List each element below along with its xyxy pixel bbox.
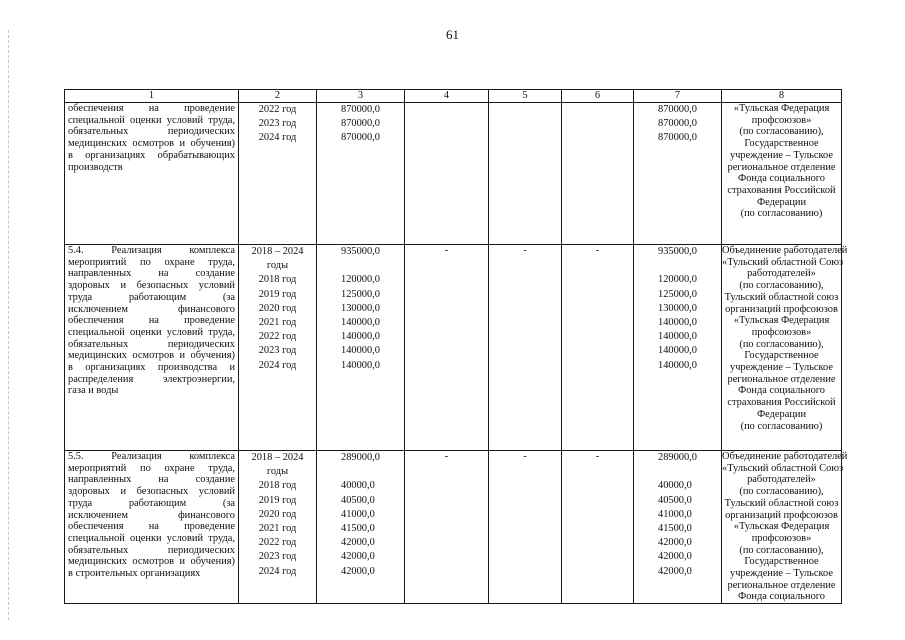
executor-line: региональное отделение [727, 579, 836, 591]
executor-line: региональное отделение [727, 161, 836, 173]
page-number: 61 [446, 27, 459, 42]
description-line: в строительных организациях [68, 568, 201, 580]
period-total-label: 2018 – 2024 [251, 452, 304, 463]
description-line: исключением финансового [68, 303, 235, 315]
year-label: 2023 год [258, 551, 297, 563]
funding-value: 125000,0 [658, 288, 697, 300]
funding-value: 120000,0 [341, 274, 380, 286]
table-row [65, 245, 842, 451]
description-line: мероприятий по охране труда, [68, 256, 235, 268]
funding-value: 40500,0 [658, 494, 692, 506]
funding-value: 130000,0 [658, 302, 697, 314]
funding-source-cell [562, 103, 634, 245]
spacer [636, 465, 719, 479]
funding-value: 140000,0 [658, 359, 697, 371]
executor-line: Федерации [756, 196, 807, 208]
empty-value-dash: - [523, 451, 527, 462]
funding-value: 870000,0 [658, 104, 697, 115]
executor-line: Тульский областной союз [724, 291, 839, 303]
description-line: мероприятий по охране труда, [68, 462, 235, 474]
funding-value: 140000,0 [658, 345, 697, 357]
funding-value: 140000,0 [658, 331, 697, 343]
funding-value: 42000,0 [341, 551, 375, 563]
executor-line: Объединение работодателей [722, 451, 848, 462]
description-line: здоровых и безопасных условий [68, 486, 235, 498]
description-line: медицинских осмотров и обучения) [68, 138, 235, 150]
description-line: исключением финансового [68, 509, 235, 521]
other-sources-cell [634, 103, 722, 245]
executor-line: (по согласованию), [739, 126, 824, 138]
empty-value-dash: - [523, 245, 527, 256]
year-label: 2024 год [258, 132, 297, 144]
executor-line: профсоюзов» [751, 326, 812, 338]
measure-description-cell [65, 103, 239, 245]
executor-line: «Тульская Федерация [733, 315, 830, 327]
period-total-label: годы [266, 260, 289, 272]
description-line: обязательных периодических [68, 126, 235, 138]
description-line: газа и воды [68, 385, 119, 397]
executor-line: «Тульская Федерация [733, 521, 830, 533]
empty-value-dash: - [595, 451, 600, 462]
executor-line: работодателей» [747, 474, 816, 486]
funding-total-value: 935000,0 [658, 246, 697, 257]
funding-source-cell [562, 245, 634, 451]
funding-value: 41000,0 [341, 508, 375, 520]
executor-line: организаций профсоюзов [725, 509, 838, 521]
column-header: 7 [634, 90, 722, 103]
description-line: специальной оценки условий труда, [68, 114, 235, 126]
funding-value: 130000,0 [341, 302, 380, 314]
funding-value: 42000,0 [658, 565, 692, 577]
year-label: 2021 год [258, 522, 297, 534]
executor-line: Федерации [756, 408, 807, 420]
executors-cell [722, 103, 842, 245]
executors-cell [722, 451, 848, 604]
executor-line: (по согласованию), [739, 280, 824, 292]
description-line: обеспечения на проведение [68, 103, 235, 114]
description-line: распределения электроэнергии, [68, 373, 235, 385]
period-cell [239, 103, 317, 245]
funding-value: 140000,0 [341, 316, 380, 328]
spacer [636, 259, 719, 273]
funding-value: 870000,0 [658, 118, 697, 130]
description-line: направленных на создание [68, 474, 235, 486]
funding-value: 870000,0 [341, 118, 380, 130]
measure-description-cell [65, 451, 239, 604]
empty-value-dash: - [595, 245, 600, 256]
executor-line: Фонда социального [738, 591, 825, 603]
executor-line: Государственное [744, 556, 819, 568]
description-line: обеспечения на проведение [68, 521, 235, 533]
spacer [319, 465, 402, 479]
column-header: 8 [722, 90, 842, 103]
description-line: 5.4. Реализация комплекса [68, 245, 235, 256]
executor-line: работодателей» [747, 268, 816, 280]
other-sources-cell [634, 245, 722, 451]
executor-line: организаций профсоюзов [725, 303, 838, 315]
funding-source-cell [405, 451, 489, 604]
funding-total-value: 289000,0 [341, 452, 380, 463]
year-label: 2018 год [258, 480, 297, 492]
description-line: труда работающим (за [68, 497, 235, 509]
total-funding-cell [317, 451, 405, 604]
program-table [64, 89, 848, 604]
year-label: 2022 год [258, 331, 297, 343]
year-label: 2022 год [258, 104, 297, 115]
executor-line: «Тульский областной Союз [722, 256, 844, 268]
year-label: 2018 год [258, 274, 297, 286]
executor-line: Объединение работодателей [722, 245, 848, 256]
funding-value: 41000,0 [658, 508, 692, 520]
column-header: 6 [562, 90, 634, 103]
table-row [65, 103, 842, 245]
description-line: труда работающим (за [68, 291, 235, 303]
funding-source-cell [489, 245, 562, 451]
table-row [65, 451, 842, 604]
executor-line: Государственное [744, 350, 819, 362]
column-number-row [65, 90, 842, 103]
funding-value: 41500,0 [658, 522, 692, 534]
description-line: направленных на создание [68, 268, 235, 280]
executor-line: (по согласованию) [740, 208, 823, 220]
other-sources-cell [634, 451, 722, 604]
executor-line: учреждение – Тульское [730, 362, 833, 374]
executor-line: профсоюзов» [751, 532, 812, 544]
executor-line: (по согласованию) [740, 420, 823, 432]
funding-value: 40000,0 [341, 480, 375, 492]
year-label: 2023 год [258, 345, 297, 357]
funding-value: 870000,0 [341, 132, 380, 144]
description-line: в организациях обрабатывающих [68, 149, 235, 161]
funding-value: 870000,0 [658, 132, 697, 144]
executor-line: «Тульская Федерация [733, 103, 830, 114]
empty-value-dash: - [444, 245, 449, 256]
year-label: 2024 год [258, 565, 297, 577]
executor-line: страхования Российской [727, 397, 836, 409]
executor-line: страхования Российской [727, 184, 836, 196]
executor-line: Фонда социального [738, 385, 825, 397]
description-line: здоровых и безопасных условий [68, 280, 235, 292]
funding-source-cell [489, 451, 562, 604]
executor-line: региональное отделение [727, 373, 836, 385]
funding-source-cell [405, 245, 489, 451]
funding-value: 125000,0 [341, 288, 380, 300]
executor-line: Фонда социального [738, 173, 825, 185]
year-label: 2020 год [258, 508, 297, 520]
column-header: 3 [317, 90, 405, 103]
measure-description-cell [65, 245, 239, 451]
funding-value: 42000,0 [658, 551, 692, 563]
executor-line: (по согласованию), [739, 544, 824, 556]
executor-line: (по согласованию), [739, 486, 824, 498]
year-label: 2022 год [258, 537, 297, 549]
funding-value: 40500,0 [341, 494, 375, 506]
funding-value: 42000,0 [658, 537, 692, 549]
funding-source-cell [489, 103, 562, 245]
funding-value: 140000,0 [341, 331, 380, 343]
funding-value: 140000,0 [341, 345, 380, 357]
funding-total-value: 289000,0 [658, 452, 697, 463]
scan-edge-line [8, 30, 9, 620]
column-header: 2 [239, 90, 317, 103]
executor-line: учреждение – Тульское [730, 568, 833, 580]
total-funding-cell [317, 245, 405, 451]
description-line: в организациях производства и [68, 362, 235, 374]
year-label: 2024 год [258, 359, 297, 371]
description-line: медицинских осмотров и обучения) [68, 556, 235, 568]
period-total-label: годы [266, 466, 289, 478]
period-cell [239, 451, 317, 604]
funding-total-value: 935000,0 [341, 246, 380, 257]
executor-line: профсоюзов» [751, 114, 812, 126]
year-label: 2019 год [258, 494, 297, 506]
funding-value: 140000,0 [341, 359, 380, 371]
executors-cell [722, 245, 848, 451]
description-line: обеспечения на проведение [68, 315, 235, 327]
description-line: обязательных периодических [68, 338, 235, 350]
year-label: 2020 год [258, 302, 297, 314]
funding-source-cell [405, 103, 489, 245]
funding-value: 140000,0 [658, 316, 697, 328]
description-line: специальной оценки условий труда, [68, 532, 235, 544]
executor-line: (по согласованию), [739, 338, 824, 350]
description-line: 5.5. Реализация комплекса [68, 451, 235, 462]
column-header: 1 [65, 90, 239, 103]
executor-line: «Тульский областной Союз [722, 462, 844, 474]
funding-value: 41500,0 [341, 522, 375, 534]
period-total-label: 2018 – 2024 [251, 246, 304, 257]
funding-source-cell [562, 451, 634, 604]
period-cell [239, 245, 317, 451]
year-label: 2021 год [258, 316, 297, 328]
description-line: специальной оценки условий труда, [68, 326, 235, 338]
funding-value: 42000,0 [341, 537, 375, 549]
total-funding-cell [317, 103, 405, 245]
empty-value-dash: - [444, 451, 449, 462]
executor-line: Тульский областной союз [724, 497, 839, 509]
description-line: медицинских осмотров и обучения) [68, 350, 235, 362]
funding-value: 42000,0 [341, 565, 375, 577]
year-label: 2019 год [258, 288, 297, 300]
column-header: 4 [405, 90, 489, 103]
description-line: обязательных периодических [68, 544, 235, 556]
column-header: 5 [489, 90, 562, 103]
funding-value: 40000,0 [658, 480, 692, 492]
description-line: производств [68, 161, 123, 173]
year-label: 2023 год [258, 118, 297, 130]
funding-value: 870000,0 [341, 104, 380, 115]
spacer [319, 259, 402, 273]
executor-line: Государственное [744, 138, 819, 150]
executor-line: учреждение – Тульское [730, 149, 833, 161]
funding-value: 120000,0 [658, 274, 697, 286]
